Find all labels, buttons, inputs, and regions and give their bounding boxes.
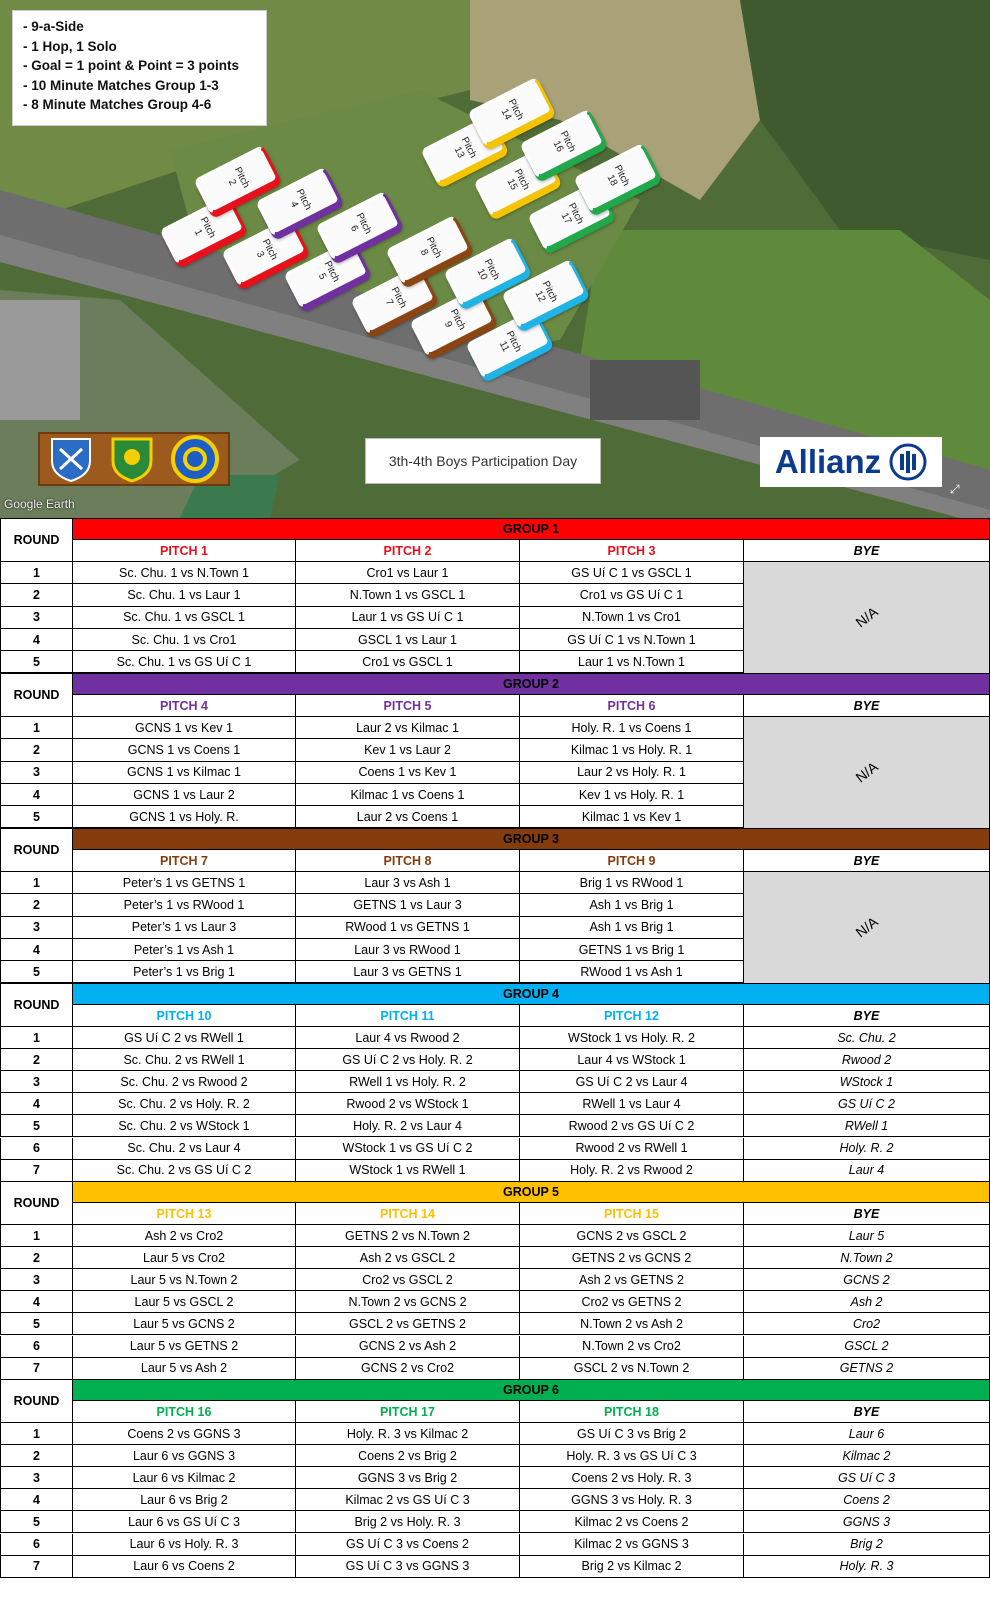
- round-number: 1: [0, 1225, 73, 1247]
- match-cell: N.Town 2 vs Ash 2: [520, 1313, 744, 1335]
- round-number: 4: [0, 784, 73, 806]
- round-number: 4: [0, 939, 73, 961]
- match-cell: Coens 2 vs GGNS 3: [73, 1423, 296, 1445]
- match-cell: GSCL 1 vs Laur 1: [296, 629, 520, 651]
- match-cell: Coens 2 vs Holy. R. 3: [520, 1467, 744, 1489]
- match-cell: Kilmac 1 vs Kev 1: [520, 806, 744, 828]
- bye-na-cell: [744, 562, 990, 674]
- bye-team: Coens 2: [744, 1489, 990, 1511]
- match-cell: Laur 6 vs Holy. R. 3: [73, 1534, 296, 1556]
- match-cell: N.Town 1 vs Cro1: [520, 607, 744, 629]
- bye-team: Ash 2: [744, 1291, 990, 1313]
- pitch-marker-4: Pitch 4: [255, 166, 343, 237]
- round-number: 2: [0, 584, 73, 606]
- group-title: GROUP 4: [73, 983, 990, 1005]
- match-cell: GSCL 2 vs N.Town 2: [520, 1358, 744, 1380]
- pitch-header: PITCH 13: [73, 1203, 296, 1225]
- match-cell: Laur 6 vs GGNS 3: [73, 1445, 296, 1467]
- round-header: ROUND: [0, 673, 73, 717]
- bye-team: Laur 4: [744, 1160, 990, 1182]
- pitch-header: PITCH 10: [73, 1005, 296, 1027]
- match-cell: Ash 2 vs Cro2: [73, 1225, 296, 1247]
- bye-header: BYE: [744, 850, 990, 872]
- round-header: ROUND: [0, 518, 73, 562]
- pitch-header: PITCH 6: [520, 695, 744, 717]
- match-cell: Laur 4 vs Rwood 2: [296, 1027, 520, 1049]
- round-number: 5: [0, 1313, 73, 1335]
- match-cell: Laur 2 vs Kilmac 1: [296, 717, 520, 739]
- match-cell: Sc. Chu. 1 vs Cro1: [73, 629, 296, 651]
- bye-na-label: N/A: [852, 603, 881, 631]
- bye-team: Laur 6: [744, 1423, 990, 1445]
- pitch-header: PITCH 3: [520, 540, 744, 562]
- pitch-header: PITCH 11: [296, 1005, 520, 1027]
- crest-icon: [109, 435, 155, 483]
- pitch-header: PITCH 4: [73, 695, 296, 717]
- pitch-marker-17: Pitch 17: [527, 180, 615, 251]
- group-title: GROUP 3: [73, 828, 990, 850]
- round-number: 6: [0, 1336, 73, 1358]
- round-number: 5: [0, 651, 73, 673]
- match-cell: Kilmac 2 vs GGNS 3: [520, 1534, 744, 1556]
- match-cell: Rwood 2 vs RWell 1: [520, 1138, 744, 1160]
- match-cell: Laur 6 vs Coens 2: [73, 1556, 296, 1578]
- pitch-header: PITCH 15: [520, 1203, 744, 1225]
- match-cell: Laur 6 vs GS Uí C 3: [73, 1511, 296, 1533]
- match-cell: Cro1 vs GS Uí C 1: [520, 584, 744, 606]
- pitch-marker-16: Pitch 16: [519, 108, 607, 179]
- rules-box: [12, 10, 267, 126]
- round-number: 1: [0, 717, 73, 739]
- match-cell: RWood 1 vs GETNS 1: [296, 917, 520, 939]
- match-cell: Laur 5 vs GCNS 2: [73, 1313, 296, 1335]
- match-cell: Kilmac 1 vs Coens 1: [296, 784, 520, 806]
- match-cell: GETNS 2 vs N.Town 2: [296, 1225, 520, 1247]
- match-cell: GS Uí C 2 vs RWell 1: [73, 1027, 296, 1049]
- match-cell: Sc. Chu. 2 vs Laur 4: [73, 1138, 296, 1160]
- match-cell: GCNS 1 vs Coens 1: [73, 739, 296, 761]
- match-cell: Sc. Chu. 2 vs RWell 1: [73, 1049, 296, 1071]
- bye-team: RWell 1: [744, 1115, 990, 1137]
- round-number: 3: [0, 1467, 73, 1489]
- match-cell: Peter’s 1 vs RWood 1: [73, 894, 296, 916]
- round-header: ROUND: [0, 1379, 73, 1423]
- match-cell: GETNS 1 vs Laur 3: [296, 894, 520, 916]
- round-header: ROUND: [0, 828, 73, 872]
- match-cell: WStock 1 vs RWell 1: [296, 1160, 520, 1182]
- match-cell: Laur 5 vs Cro2: [73, 1247, 296, 1269]
- group-title: GROUP 5: [73, 1181, 990, 1203]
- match-cell: Cro1 vs GSCL 1: [296, 651, 520, 673]
- pitch-marker-15: Pitch 15: [473, 146, 561, 217]
- crest-icon: [170, 434, 220, 484]
- match-cell: Brig 1 vs RWood 1: [520, 872, 744, 894]
- round-number: 4: [0, 1093, 73, 1115]
- round-number: 5: [0, 806, 73, 828]
- bye-team: GETNS 2: [744, 1358, 990, 1380]
- pitch-header: PITCH 16: [73, 1401, 296, 1423]
- match-cell: GS Uí C 2 vs Holy. R. 2: [296, 1049, 520, 1071]
- bye-team: GSCL 2: [744, 1336, 990, 1358]
- bye-header: BYE: [744, 1401, 990, 1423]
- pitch-header: PITCH 8: [296, 850, 520, 872]
- match-cell: Laur 4 vs WStock 1: [520, 1049, 744, 1071]
- bye-header: BYE: [744, 1005, 990, 1027]
- match-cell: GCNS 2 vs GSCL 2: [520, 1225, 744, 1247]
- match-cell: N.Town 2 vs Cro2: [520, 1336, 744, 1358]
- match-cell: RWood 1 vs Ash 1: [520, 961, 744, 983]
- pitch-marker-2: Pitch 2: [193, 144, 281, 215]
- match-cell: WStock 1 vs Holy. R. 2: [520, 1027, 744, 1049]
- pitch-header: PITCH 2: [296, 540, 520, 562]
- match-cell: Kilmac 2 vs GS Uí C 3: [296, 1489, 520, 1511]
- crest-icon: [48, 435, 94, 483]
- pitch-marker-9: Pitch 9: [409, 286, 497, 357]
- match-cell: Ash 2 vs GSCL 2: [296, 1247, 520, 1269]
- pitch-marker-5: Pitch 5: [283, 238, 371, 309]
- match-cell: Laur 2 vs Coens 1: [296, 806, 520, 828]
- round-number: 5: [0, 1511, 73, 1533]
- group-block: [0, 983, 990, 1182]
- pitch-marker-8: Pitch 8: [385, 214, 473, 285]
- match-cell: Sc. Chu. 1 vs Laur 1: [73, 584, 296, 606]
- round-number: 1: [0, 1027, 73, 1049]
- pitch-header: PITCH 7: [73, 850, 296, 872]
- round-number: 2: [0, 1049, 73, 1071]
- match-cell: GCNS 2 vs Ash 2: [296, 1336, 520, 1358]
- bye-team: GS Uí C 3: [744, 1467, 990, 1489]
- match-cell: GETNS 2 vs GCNS 2: [520, 1247, 744, 1269]
- round-number: 4: [0, 1291, 73, 1313]
- match-cell: Sc. Chu. 2 vs WStock 1: [73, 1115, 296, 1137]
- round-number: 6: [0, 1138, 73, 1160]
- match-cell: Laur 5 vs GETNS 2: [73, 1336, 296, 1358]
- round-number: 7: [0, 1160, 73, 1182]
- pitch-header: PITCH 14: [296, 1203, 520, 1225]
- pitch-header: PITCH 1: [73, 540, 296, 562]
- match-cell: Laur 3 vs GETNS 1: [296, 961, 520, 983]
- sponsor-name: Allianz: [774, 443, 882, 480]
- round-number: 3: [0, 762, 73, 784]
- round-header: ROUND: [0, 983, 73, 1027]
- round-number: 5: [0, 961, 73, 983]
- match-cell: Laur 3 vs Ash 1: [296, 872, 520, 894]
- pitch-header: PITCH 17: [296, 1401, 520, 1423]
- bye-team: Holy. R. 3: [744, 1556, 990, 1578]
- round-header: ROUND: [0, 1181, 73, 1225]
- pitch-marker-6: Pitch 6: [315, 190, 403, 261]
- match-cell: GGNS 3 vs Holy. R. 3: [520, 1489, 744, 1511]
- match-cell: Laur 3 vs RWood 1: [296, 939, 520, 961]
- match-cell: Kev 1 vs Holy. R. 1: [520, 784, 744, 806]
- match-cell: GCNS 2 vs Cro2: [296, 1358, 520, 1380]
- match-cell: Laur 1 vs N.Town 1: [520, 651, 744, 673]
- bye-na-label: N/A: [852, 913, 881, 941]
- match-cell: Laur 5 vs Ash 2: [73, 1358, 296, 1380]
- match-cell: Kev 1 vs Laur 2: [296, 739, 520, 761]
- match-cell: GCNS 1 vs Holy. R.: [73, 806, 296, 828]
- sponsor-logo: [760, 437, 942, 487]
- fixture-schedule: [0, 518, 990, 1600]
- match-cell: Ash 1 vs Brig 1: [520, 894, 744, 916]
- pitch-marker-3: Pitch 3: [221, 216, 309, 287]
- match-cell: GSCL 2 vs GETNS 2: [296, 1313, 520, 1335]
- match-cell: Peter’s 1 vs GETNS 1: [73, 872, 296, 894]
- round-number: 1: [0, 1423, 73, 1445]
- pitch-header: PITCH 18: [520, 1401, 744, 1423]
- match-cell: GS Uí C 1 vs N.Town 1: [520, 629, 744, 651]
- round-number: 3: [0, 1071, 73, 1093]
- match-cell: Sc. Chu. 2 vs GS Uí C 2: [73, 1160, 296, 1182]
- match-cell: GCNS 1 vs Laur 2: [73, 784, 296, 806]
- round-number: 3: [0, 917, 73, 939]
- bye-team: GS Uí C 2: [744, 1093, 990, 1115]
- rule-line: - Goal = 1 point & Point = 3 points: [23, 58, 240, 73]
- match-cell: Holy. R. 3 vs GS Uí C 3: [520, 1445, 744, 1467]
- bye-team: Laur 5: [744, 1225, 990, 1247]
- bye-team: GGNS 3: [744, 1511, 990, 1533]
- event-title: 3th-4th Boys Participation Day: [365, 438, 601, 484]
- match-cell: Cro1 vs Laur 1: [296, 562, 520, 584]
- match-cell: Brig 2 vs Kilmac 2: [520, 1556, 744, 1578]
- bye-team: Holy. R. 2: [744, 1138, 990, 1160]
- group-block: [0, 673, 990, 829]
- match-cell: Laur 6 vs Brig 2: [73, 1489, 296, 1511]
- match-cell: Sc. Chu. 1 vs GS Uí C 1: [73, 651, 296, 673]
- match-cell: Sc. Chu. 1 vs N.Town 1: [73, 562, 296, 584]
- pitch-marker-13: Pitch 13: [420, 114, 508, 185]
- round-number: 2: [0, 1445, 73, 1467]
- pitch-marker-14: Pitch 14: [467, 76, 555, 147]
- bye-team: Brig 2: [744, 1534, 990, 1556]
- match-cell: Coens 1 vs Kev 1: [296, 762, 520, 784]
- round-number: 5: [0, 1115, 73, 1137]
- match-cell: Laur 1 vs GS Uí C 1: [296, 607, 520, 629]
- expand-icon: ⤢: [950, 482, 960, 496]
- match-cell: RWell 1 vs Laur 4: [520, 1093, 744, 1115]
- pitch-marker-1: Pitch 1: [159, 194, 247, 265]
- match-cell: Peter’s 1 vs Brig 1: [73, 961, 296, 983]
- match-cell: GS Uí C 1 vs GSCL 1: [520, 562, 744, 584]
- bye-na-label: N/A: [852, 758, 881, 786]
- match-cell: Sc. Chu. 2 vs Rwood 2: [73, 1071, 296, 1093]
- bye-team: WStock 1: [744, 1071, 990, 1093]
- round-number: 1: [0, 562, 73, 584]
- match-cell: GCNS 1 vs Kilmac 1: [73, 762, 296, 784]
- match-cell: Peter’s 1 vs Ash 1: [73, 939, 296, 961]
- round-number: 2: [0, 739, 73, 761]
- match-cell: Laur 5 vs GSCL 2: [73, 1291, 296, 1313]
- match-cell: Sc. Chu. 2 vs Holy. R. 2: [73, 1093, 296, 1115]
- round-number: 2: [0, 1247, 73, 1269]
- bye-header: BYE: [744, 695, 990, 717]
- match-cell: Laur 2 vs Holy. R. 1: [520, 762, 744, 784]
- match-cell: GS Uí C 3 vs Brig 2: [520, 1423, 744, 1445]
- bye-header: BYE: [744, 1203, 990, 1225]
- match-cell: Holy. R. 1 vs Coens 1: [520, 717, 744, 739]
- match-cell: GETNS 1 vs Brig 1: [520, 939, 744, 961]
- round-number: 6: [0, 1534, 73, 1556]
- bye-team: Rwood 2: [744, 1049, 990, 1071]
- pitch-marker-11: Pitch 11: [465, 308, 553, 379]
- bye-team: GCNS 2: [744, 1269, 990, 1291]
- match-cell: Cro2 vs GSCL 2: [296, 1269, 520, 1291]
- pitch-header: PITCH 12: [520, 1005, 744, 1027]
- match-cell: N.Town 2 vs GCNS 2: [296, 1291, 520, 1313]
- club-logos: [38, 432, 230, 486]
- match-cell: GS Uí C 2 vs Laur 4: [520, 1071, 744, 1093]
- match-cell: GCNS 1 vs Kev 1: [73, 717, 296, 739]
- round-number: 2: [0, 894, 73, 916]
- rule-line: - 10 Minute Matches Group 1-3: [23, 77, 219, 93]
- match-cell: Ash 2 vs GETNS 2: [520, 1269, 744, 1291]
- match-cell: RWell 1 vs Holy. R. 2: [296, 1071, 520, 1093]
- bye-header: BYE: [744, 540, 990, 562]
- match-cell: Brig 2 vs Holy. R. 3: [296, 1511, 520, 1533]
- match-cell: Peter’s 1 vs Laur 3: [73, 917, 296, 939]
- group-title: GROUP 2: [73, 673, 990, 695]
- rule-line: - 9-a-Side: [23, 19, 84, 34]
- bye-na-cell: [744, 717, 990, 829]
- match-cell: GS Uí C 3 vs GGNS 3: [296, 1556, 520, 1578]
- round-number: 7: [0, 1358, 73, 1380]
- match-cell: Cro2 vs GETNS 2: [520, 1291, 744, 1313]
- group-block: [0, 518, 990, 674]
- bye-team: Cro2: [744, 1313, 990, 1335]
- match-cell: N.Town 1 vs GSCL 1: [296, 584, 520, 606]
- allianz-eagle-icon: [889, 443, 927, 481]
- bye-na-cell: [744, 872, 990, 984]
- match-cell: Kilmac 1 vs Holy. R. 1: [520, 739, 744, 761]
- match-cell: Holy. R. 2 vs Rwood 2: [520, 1160, 744, 1182]
- match-cell: Holy. R. 3 vs Kilmac 2: [296, 1423, 520, 1445]
- rule-line: - 8 Minute Matches Group 4-6: [23, 97, 212, 112]
- match-cell: Rwood 2 vs GS Uí C 2: [520, 1115, 744, 1137]
- pitch-marker-12: Pitch 12: [501, 258, 589, 329]
- pitch-marker-18: Pitch 18: [573, 142, 661, 213]
- pitch-header: PITCH 5: [296, 695, 520, 717]
- pitch-header: PITCH 9: [520, 850, 744, 872]
- match-cell: Holy. R. 2 vs Laur 4: [296, 1115, 520, 1137]
- round-number: 3: [0, 1269, 73, 1291]
- aerial-map: [0, 0, 990, 518]
- bye-team: Kilmac 2: [744, 1445, 990, 1467]
- pitch-marker-7: Pitch 7: [350, 264, 438, 335]
- match-cell: Laur 6 vs Kilmac 2: [73, 1467, 296, 1489]
- round-number: 3: [0, 607, 73, 629]
- group-title: GROUP 1: [73, 518, 990, 540]
- group-block: [0, 1181, 990, 1380]
- round-number: 7: [0, 1556, 73, 1578]
- match-cell: Kilmac 2 vs Coens 2: [520, 1511, 744, 1533]
- bye-team: N.Town 2: [744, 1247, 990, 1269]
- match-cell: GGNS 3 vs Brig 2: [296, 1467, 520, 1489]
- match-cell: Ash 1 vs Brig 1: [520, 917, 744, 939]
- rule-line: - 1 Hop, 1 Solo: [23, 38, 117, 54]
- group-block: [0, 1379, 990, 1578]
- match-cell: Rwood 2 vs WStock 1: [296, 1093, 520, 1115]
- map-watermark: Google Earth: [4, 497, 75, 511]
- match-cell: Coens 2 vs Brig 2: [296, 1445, 520, 1467]
- pitch-marker-10: Pitch 10: [443, 236, 531, 307]
- round-number: 4: [0, 1489, 73, 1511]
- match-cell: Sc. Chu. 1 vs GSCL 1: [73, 607, 296, 629]
- match-cell: Laur 5 vs N.Town 2: [73, 1269, 296, 1291]
- round-number: 1: [0, 872, 73, 894]
- match-cell: WStock 1 vs GS Uí C 2: [296, 1138, 520, 1160]
- group-block: [0, 828, 990, 984]
- bye-team: Sc. Chu. 2: [744, 1027, 990, 1049]
- round-number: 4: [0, 629, 73, 651]
- match-cell: GS Uí C 3 vs Coens 2: [296, 1534, 520, 1556]
- group-title: GROUP 6: [73, 1379, 990, 1401]
